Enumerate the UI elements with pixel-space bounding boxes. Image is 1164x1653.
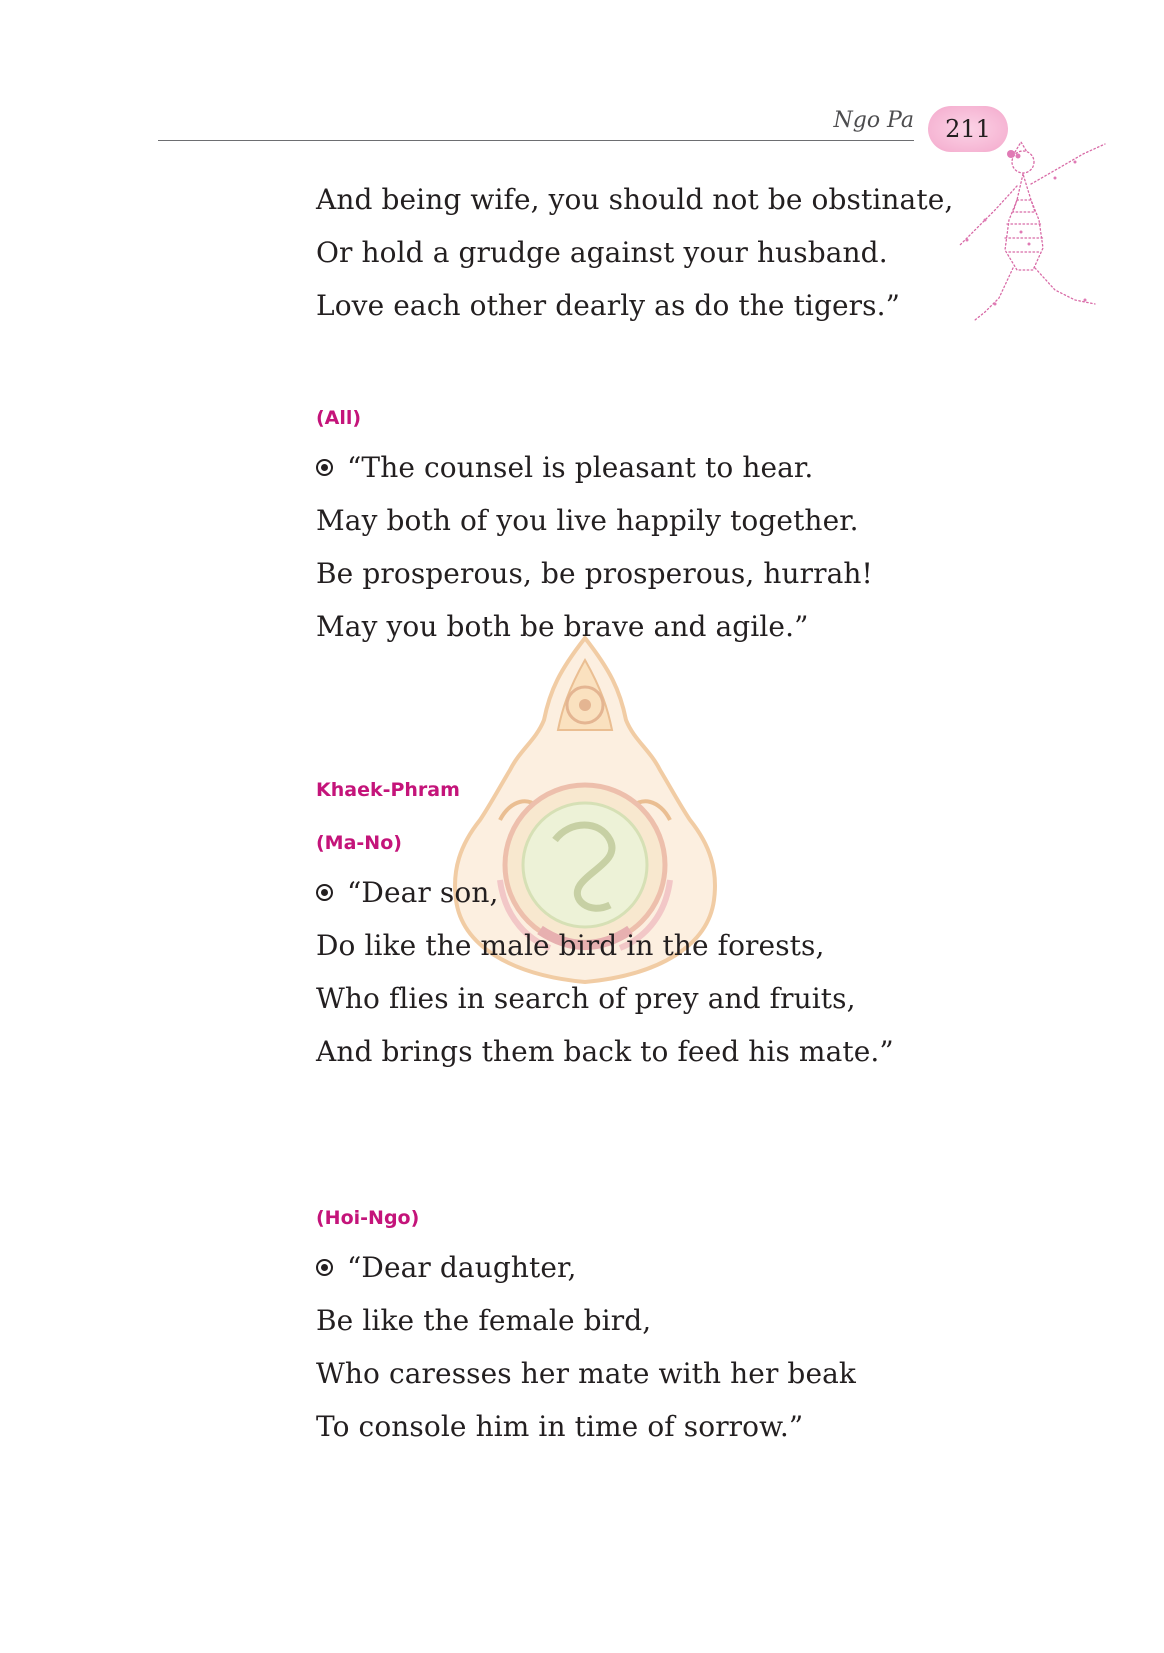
verse-bullet-icon <box>316 884 333 901</box>
verse-line <box>316 876 498 909</box>
verse-line: And being wife, you should not be obstinate, <box>316 183 954 216</box>
verse-bullet-icon <box>316 1259 333 1276</box>
verse-line-text: “The counsel is pleasant to hear. <box>347 451 814 484</box>
verse-line-text: “Dear son, <box>347 876 499 909</box>
verse-line: Who caresses her mate with her beak <box>316 1357 856 1390</box>
verse-line: To console him in time of sorrow.” <box>316 1410 804 1443</box>
verse-line: Be like the female bird, <box>316 1304 652 1337</box>
dancer-illustration-icon <box>955 140 1115 350</box>
verse-line: May you both be brave and agile.” <box>316 610 809 643</box>
verse-line: Who flies in search of prey and fruits, <box>316 982 856 1015</box>
verse-line: And brings them back to feed his mate.” <box>316 1035 894 1068</box>
verse-line <box>316 1251 576 1284</box>
verse-line-text: “Dear daughter, <box>347 1251 577 1284</box>
verse-line <box>316 451 813 484</box>
verse-line: Love each other dearly as do the tigers.” <box>316 289 901 322</box>
verse-line: May both of you live happily together. <box>316 504 859 537</box>
verse-bullet-icon <box>316 459 333 476</box>
header-rule <box>158 140 914 141</box>
tune-label: Khaek-Phram <box>316 779 460 801</box>
verse-line: Or hold a grudge against your husband. <box>316 236 888 269</box>
verse-line: Do like the male bird in the forests, <box>316 929 825 962</box>
speaker-label: (Hoi-Ngo) <box>316 1207 420 1229</box>
verse-line: Be prosperous, be prosperous, hurrah! <box>316 557 873 590</box>
running-title: Ngo Pa <box>833 108 914 133</box>
speaker-label: (Ma-No) <box>316 832 402 854</box>
speaker-label: (All) <box>316 407 362 429</box>
page-number-badge: 211 <box>928 106 1008 152</box>
